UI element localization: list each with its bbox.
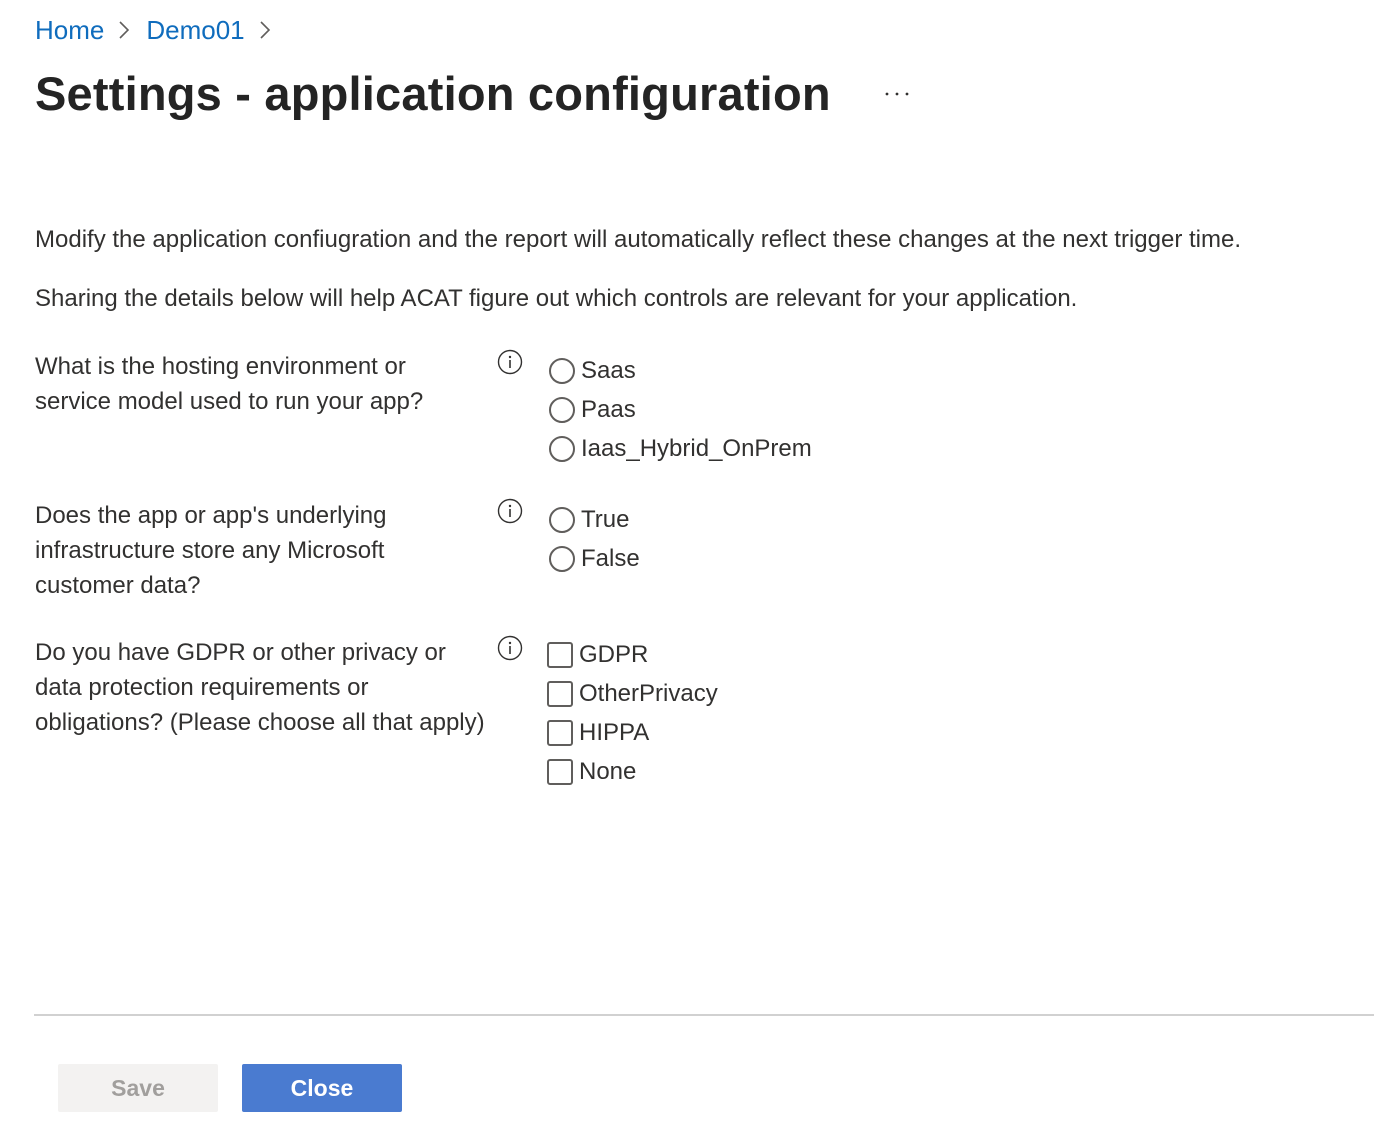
question-label: Does the app or app's underlying infrastructure store any Microsoft customer data? <box>35 502 387 599</box>
intro-text-line1: Modify the application confiugration and the report will automatically reflect these changes at the next trigger time. <box>35 226 1241 253</box>
intro-text-line2: Sharing the details below will help ACAT figure out which controls are relevant for your application. <box>35 285 1078 312</box>
info-icon[interactable] <box>497 349 523 375</box>
question-label: What is the hosting environment or service model used to run your app? <box>35 353 424 415</box>
footer-divider <box>34 1014 1374 1016</box>
radio-button[interactable] <box>549 397 575 423</box>
radio-option-label: Iaas_Hybrid_OnPrem <box>581 434 812 462</box>
radio-option-label: False <box>581 544 640 572</box>
chevron-right-icon <box>259 20 271 40</box>
checkbox-group-privacy <box>547 635 718 791</box>
more-options-button[interactable] <box>881 78 913 110</box>
breadcrumb <box>35 12 287 48</box>
radio-option-label: Paas <box>581 395 636 423</box>
checkbox-option-gdpr[interactable] <box>547 635 718 674</box>
checkbox[interactable] <box>547 642 573 668</box>
close-button[interactable]: Close <box>242 1064 402 1112</box>
checkbox[interactable] <box>547 720 573 746</box>
radio-button[interactable] <box>549 507 575 533</box>
radio-button[interactable] <box>549 358 575 384</box>
radio-option-paas[interactable] <box>549 390 812 429</box>
radio-option-saas[interactable] <box>549 351 812 390</box>
checkbox-option-label: GDPR <box>579 640 649 668</box>
title-row <box>35 66 913 121</box>
radio-option-label: True <box>581 505 630 533</box>
question-label: Do you have GDPR or other privacy or data protection requirements or obligations? (Please choose all that apply) <box>35 639 485 736</box>
save-button[interactable]: Save <box>58 1064 218 1112</box>
checkbox-option-hippa[interactable] <box>547 713 718 752</box>
checkbox-option-label: HIPPA <box>579 718 650 746</box>
info-icon[interactable] <box>497 635 523 661</box>
radio-button[interactable] <box>549 546 575 572</box>
checkbox[interactable] <box>547 681 573 707</box>
checkbox-option-label: None <box>579 757 637 785</box>
breadcrumb-home-link[interactable]: Home <box>35 14 105 45</box>
radio-group-hosting <box>549 351 812 468</box>
radio-button[interactable] <box>549 436 575 462</box>
radio-option-label: Saas <box>581 356 636 384</box>
checkbox-option-none[interactable] <box>547 752 718 791</box>
radio-option-iaas-hybrid-onprem[interactable] <box>549 429 812 468</box>
info-icon[interactable] <box>497 498 523 524</box>
radio-option-true[interactable] <box>549 500 640 539</box>
ellipsis-icon <box>884 90 910 98</box>
checkbox-option-label: OtherPrivacy <box>579 679 718 707</box>
checkbox[interactable] <box>547 759 573 785</box>
checkbox-option-otherprivacy[interactable] <box>547 674 718 713</box>
chevron-right-icon <box>118 20 130 40</box>
radio-group-customer-data <box>549 500 640 578</box>
breadcrumb-demo01-link[interactable]: Demo01 <box>146 14 245 45</box>
radio-option-false[interactable] <box>549 539 640 578</box>
page-title: Settings - application configuration <box>35 67 831 120</box>
